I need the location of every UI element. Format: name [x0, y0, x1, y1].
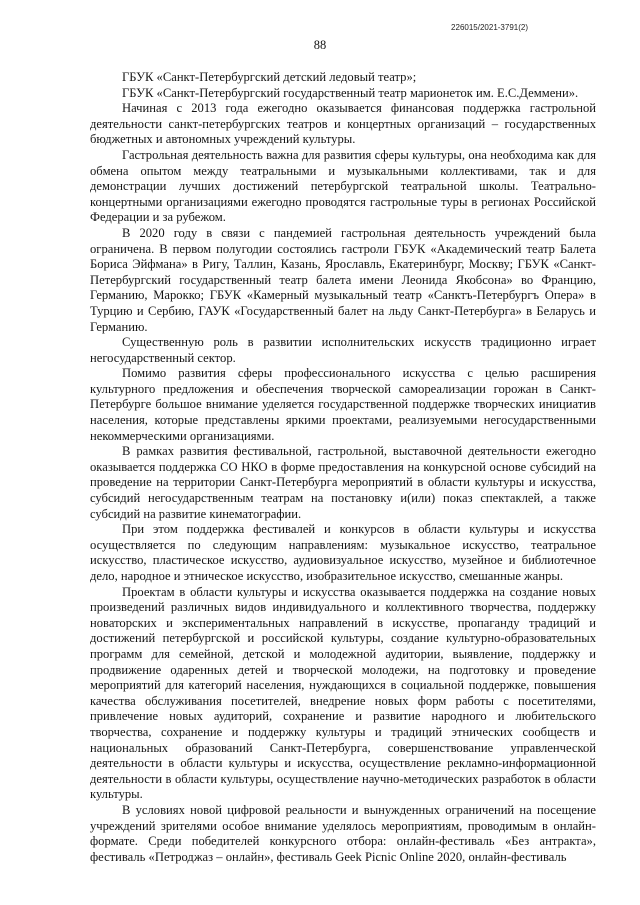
paragraph-tour-support: Начиная с 2013 года ежегодно оказывается финансовая поддержка гастрольной деятельности санкт-петербургских театров и концертных организаций – государственных бюджетных и автономных учреждений культуры.	[90, 101, 596, 147]
paragraph-touring-importance: Гастрольная деятельность важна для развития сферы культуры, она необходима как для обмена опытом между театральными и музыкальными коллективами, так и для демонстрации лучших достижений петербургской театральной школы. Театрально-концертными организациями ежегодно проводятся гастрольные туры в регионах Российской Федерации и за рубежом.	[90, 147, 596, 225]
page-number: 88	[313, 38, 327, 52]
paragraph-festival-directions: При этом поддержка фестивалей и конкурсов в области культуры и искусства осуществляется по следующим направлениям: музыкальное искусство, театральное искусство, пластическое искусство, аудиовизуальное искусство, музейное и библиотечное дело, народное и этническое искусство, изобразительное искусство, смешанные жанры.	[90, 522, 596, 583]
paragraph-project-support: Проектам в области культуры и искусства оказывается поддержка на создание новых произведений различных видов индивидуального и коллективного творчества, поддержку новаторских и экспериментальных направлений в искусстве, пропаганду традиций и достижений петербургской и российской культуры, создание культурно-образовательных программ для семейной, детской и молодежной аудитории, выявление, поддержку и продвижение одаренных детей и творческой молодежи, на подготовку и проведение мероприятий для категорий населения, нуждающихся в социальной поддержке, повышения качества обслуживания посетителей, внедрение новых форм работы с посетителями, привлечение новых аудиторий, сохранение и развитие народного и любительского творчества, сохранение и поддержку культуры и традиций этнических сообществ и национальных образований Санкт-Петербурга, совершенствование управленческой деятельности в области культуры и искусства, осуществление рекламно-информационной деятельности в области культуры, осуществление научно-методических разработок в области культуры.	[90, 584, 596, 802]
paragraph-puppet-theatre: ГБУК «Санкт-Петербургский государственный театр марионеток им. Е.С.Деммени».	[122, 85, 579, 100]
paragraph-nongovernment-sector: Существенную роль в развитии исполнительских искусств традиционно играет негосударственный сектор.	[90, 335, 596, 365]
paragraph-2020-pandemic: В 2020 году в связи с пандемией гастрольная деятельность учреждений была ограничена. В первом полугодии состоялись гастроли ГБУК «Академический театр Балета Бориса Эйфмана» в Ригу, Таллин, Казань, Ярославль, Екатеринбург, Москву; ГБУК «Санкт-Петербургский государственный театр балета имени Леонида Якобсона» во Францию, Германию, Марокко; ГБУК «Камерный музыкальный театр «Санктъ-Петербургъ Опера» в Турцию и Сербию, ГАУК «Государственный балет на льду Санкт-Петербурга» в Беларусь и Германию.	[90, 225, 596, 334]
paragraph-ice-theatre: ГБУК «Санкт-Петербургский детский ледовый театр»;	[122, 70, 417, 84]
paragraph-online-events: В условиях новой цифровой реальности и вынужденных ограничений на посещение учреждений зрителями особое внимание уделялось мероприятиям, проводимым в онлайн-формате. Среди победителей конкурсного отбора: онлайн-фестиваль «Без антракта», фестиваль «Петроджаз – онлайн», фестиваль Geek Picnic Online 2020, онлайн-фестиваль	[90, 802, 596, 864]
paragraph-subsidies: В рамках развития фестивальной, гастрольной, выставочной деятельности ежегодно оказывается поддержка СО НКО в форме предоставления на конкурсной основе субсидий на проведение на территории Санкт-Петербурга мероприятий в области культуры и искусства, субсидий негосударственным театрам на постановку и(или) показ спектаклей, а также субсидий на развитие кинематографии.	[90, 444, 596, 521]
document-id: 226015/2021-3791(2)	[451, 23, 528, 32]
paragraph-creative-initiatives: Помимо развития сферы профессионального искусства с целью расширения культурного предложения и обеспечения творческой самореализации горожан в Санкт-Петербурге большое внимание уделяется государственной поддержке творческих инициатив населения, которые представлены яркими проектами, реализуемыми негосударственными некоммерческими организациями.	[90, 366, 596, 443]
document-body	[90, 70, 596, 865]
